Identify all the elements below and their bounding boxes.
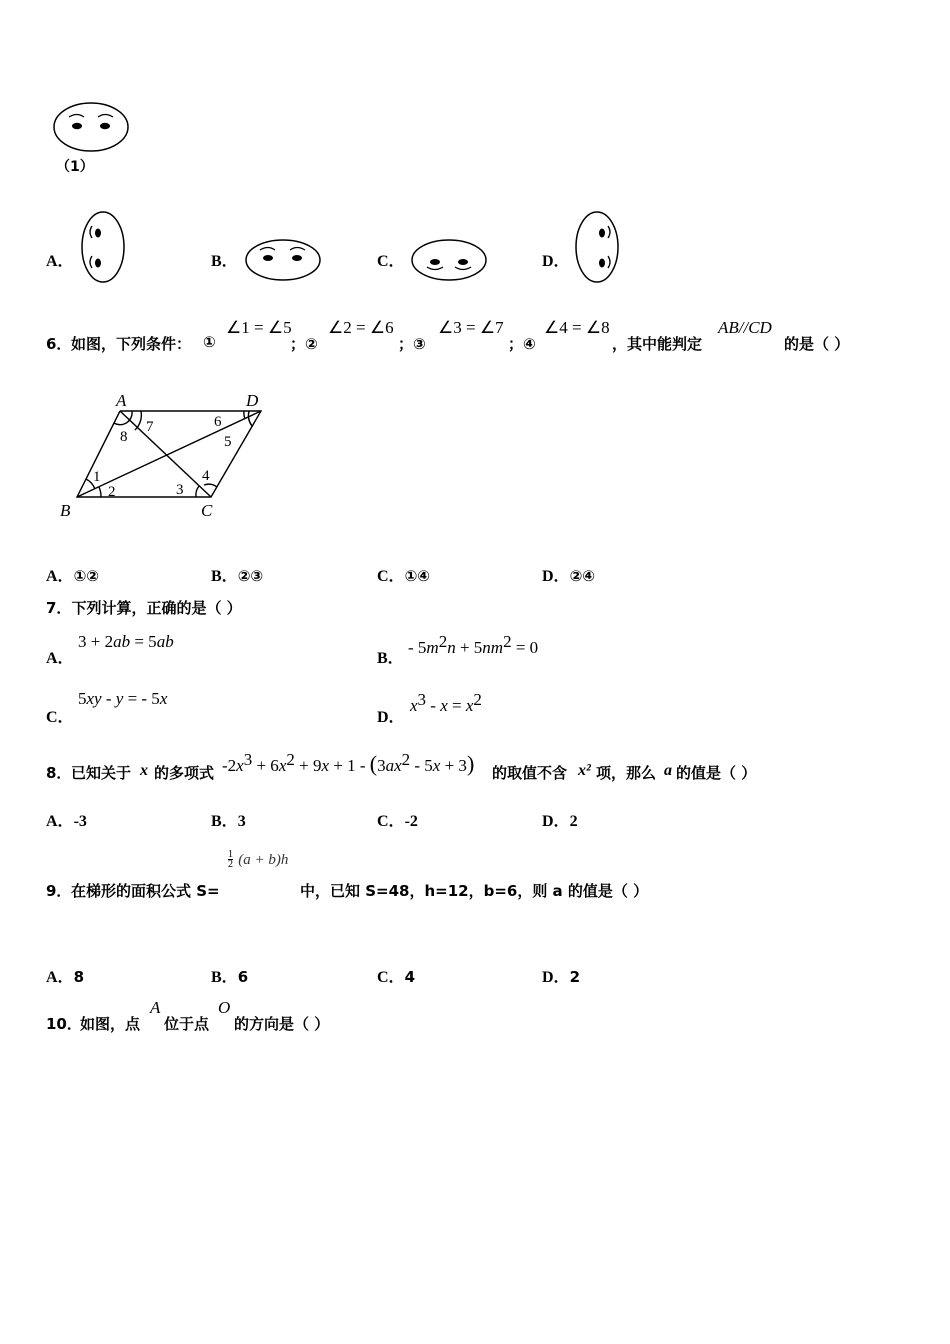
q6-condition-3: ∠3 = ∠7 <box>438 318 504 337</box>
q7-option-d-expr[interactable]: $x^3 - x = x^2$ <box>410 690 482 715</box>
q6-option-c-text: ①④ <box>404 567 430 585</box>
q8-option-a[interactable] <box>46 808 87 831</box>
q9-formula <box>228 850 288 869</box>
q8-polynomial: $-2x^3 + 6x^2 + 9x + 1 - (3ax^2 - 5x + 3)$ <box>222 750 475 776</box>
q6-condition-2: ∠2 = ∠6 <box>328 318 394 337</box>
q9-option-a[interactable] <box>46 964 84 987</box>
q8-option-a-label: A． <box>46 813 74 830</box>
q6-stem-mid: ，其中能判定 <box>612 335 703 353</box>
q9-option-c-text: 4 <box>404 968 415 986</box>
q8-option-d[interactable] <box>542 808 578 831</box>
q8-option-c-label: C． <box>377 813 405 830</box>
q8-stem-mid: 的多项式 <box>154 764 215 782</box>
face-option-d <box>574 210 624 288</box>
q10-number: 10． <box>46 1015 82 1033</box>
q8-option-d-label: D． <box>542 813 570 830</box>
q7-stem-text: 下列计算，正确的是（ ） <box>71 599 242 617</box>
q8-option-c-text: -2 <box>404 813 418 830</box>
q9-number: 9． <box>46 882 72 900</box>
angle-4-label: 4 <box>202 468 210 484</box>
q7-option-a-label: A． <box>46 650 74 667</box>
q9-formula-den: 2 <box>228 859 233 870</box>
face-option-a <box>80 210 130 288</box>
q10-point-o: O <box>218 998 231 1017</box>
vertex-c-label: C <box>201 501 213 520</box>
q9-option-b-text: 6 <box>237 968 249 986</box>
q6-option-b[interactable] <box>211 563 263 586</box>
q6-option-a-label: A． <box>46 568 74 585</box>
q5-option-b-label: B． <box>211 253 238 270</box>
q6-number: 6． <box>46 335 72 353</box>
face-option-b <box>244 236 324 288</box>
q6-stem-post: 的是（ ） <box>784 335 850 353</box>
q10-stem-pre: 如图，点 <box>80 1015 141 1033</box>
q8-var-a: a <box>664 762 672 779</box>
q6-option-d-text: ②④ <box>569 567 595 585</box>
angle-2-label: 2 <box>108 484 116 500</box>
q8-option-a-text: -3 <box>73 813 87 830</box>
q9-option-d[interactable] <box>542 964 580 987</box>
q8-option-b[interactable] <box>211 808 246 831</box>
q8-stem-post-b: 项，那么 <box>596 764 657 782</box>
q5-option-c-label: C． <box>377 253 405 270</box>
q6-stem-pre: 如图，下列条件： <box>71 335 192 353</box>
q6-option-b-label: B． <box>211 568 238 585</box>
q6-condition-1: ∠1 = ∠5 <box>226 318 292 337</box>
face-option-c <box>410 236 490 288</box>
q6-sep-2: ；③ <box>398 335 426 353</box>
q6-option-a-text: ①② <box>73 567 99 585</box>
q10-point-a: A <box>150 998 161 1017</box>
q9-stem-pre: 在梯形的面积公式 S= <box>71 882 220 900</box>
q6-option-c[interactable] <box>377 563 430 586</box>
q9-option-a-text: 8 <box>73 968 84 986</box>
q8-option-c[interactable] <box>377 808 418 831</box>
q6-target: AB//CD <box>718 318 772 337</box>
q7-option-b-label: B． <box>377 650 404 667</box>
q9-option-a-label: A． <box>46 969 74 986</box>
q9-option-b-label: B． <box>211 969 238 986</box>
angle-3-label: 3 <box>176 482 184 498</box>
q9-option-c-label: C． <box>377 969 405 986</box>
q8-var-x: x <box>140 762 148 779</box>
vertex-a-label: A <box>116 391 127 410</box>
q9-formula-rest: (a + b)h <box>238 852 289 868</box>
q9-option-d-label: D． <box>542 969 570 986</box>
q9-option-b[interactable] <box>211 964 248 987</box>
q9-option-d-text: 2 <box>569 968 580 986</box>
face-figure-original <box>52 100 132 158</box>
vertex-d-label: D <box>246 391 259 410</box>
q7-stem <box>46 597 242 618</box>
parallelogram-figure <box>56 388 276 523</box>
angle-6-label: 6 <box>214 414 222 430</box>
q9-stem-post: 中，已知 S=48，h=12，b=6，则 a 的值是（ ） <box>300 882 649 900</box>
q8-stem-post-a: 的取值不含 <box>492 764 568 782</box>
q6-option-d[interactable] <box>542 563 595 586</box>
q8-stem-pre: 已知关于 <box>71 764 132 782</box>
angle-5-label: 5 <box>224 434 232 450</box>
q7-option-d-label: D． <box>377 709 405 726</box>
angle-1-label: 1 <box>93 469 101 485</box>
q6-condition-4: ∠4 = ∠8 <box>544 318 610 337</box>
q8-option-b-text: 3 <box>237 813 246 830</box>
q6-option-a[interactable] <box>46 563 99 586</box>
q7-option-a-expr[interactable]: 3 + 2ab = 5ab <box>78 632 174 651</box>
q9-option-c[interactable] <box>377 964 415 987</box>
q8-term: x² <box>578 762 591 779</box>
angle-7-label: 7 <box>146 419 154 435</box>
q5-option-d-label: D． <box>542 253 570 270</box>
figure-label: （1） <box>56 159 94 175</box>
q5-option-a-label: A． <box>46 253 74 270</box>
q6-sep-1: ；② <box>290 335 318 353</box>
q6-sep-3: ；④ <box>508 335 536 353</box>
q6-option-b-text: ②③ <box>237 567 264 585</box>
q8-stem-post-c: 的值是（ ） <box>676 764 757 782</box>
q7-option-c-expr[interactable]: 5xy - y = - 5x <box>78 689 168 708</box>
q8-option-d-text: 2 <box>569 813 578 830</box>
q7-number: 7． <box>46 599 72 617</box>
q6-option-c-label: C． <box>377 568 405 585</box>
q6-c1-mark: ① <box>203 333 216 351</box>
q7-option-b-expr[interactable]: - $5m^2n + 5nm^2 = 0$ <box>408 632 539 657</box>
q9-formula-num: 1 <box>228 849 233 860</box>
q10-stem-mid: 位于点 <box>164 1015 210 1033</box>
angle-8-label: 8 <box>120 429 128 445</box>
q7-option-c-label: C． <box>46 709 74 726</box>
vertex-b-label: B <box>60 501 71 520</box>
q6-option-d-label: D． <box>542 568 570 585</box>
q8-number: 8． <box>46 764 72 782</box>
q8-option-b-label: B． <box>211 813 238 830</box>
q10-stem-post: 的方向是（ ） <box>234 1015 330 1033</box>
